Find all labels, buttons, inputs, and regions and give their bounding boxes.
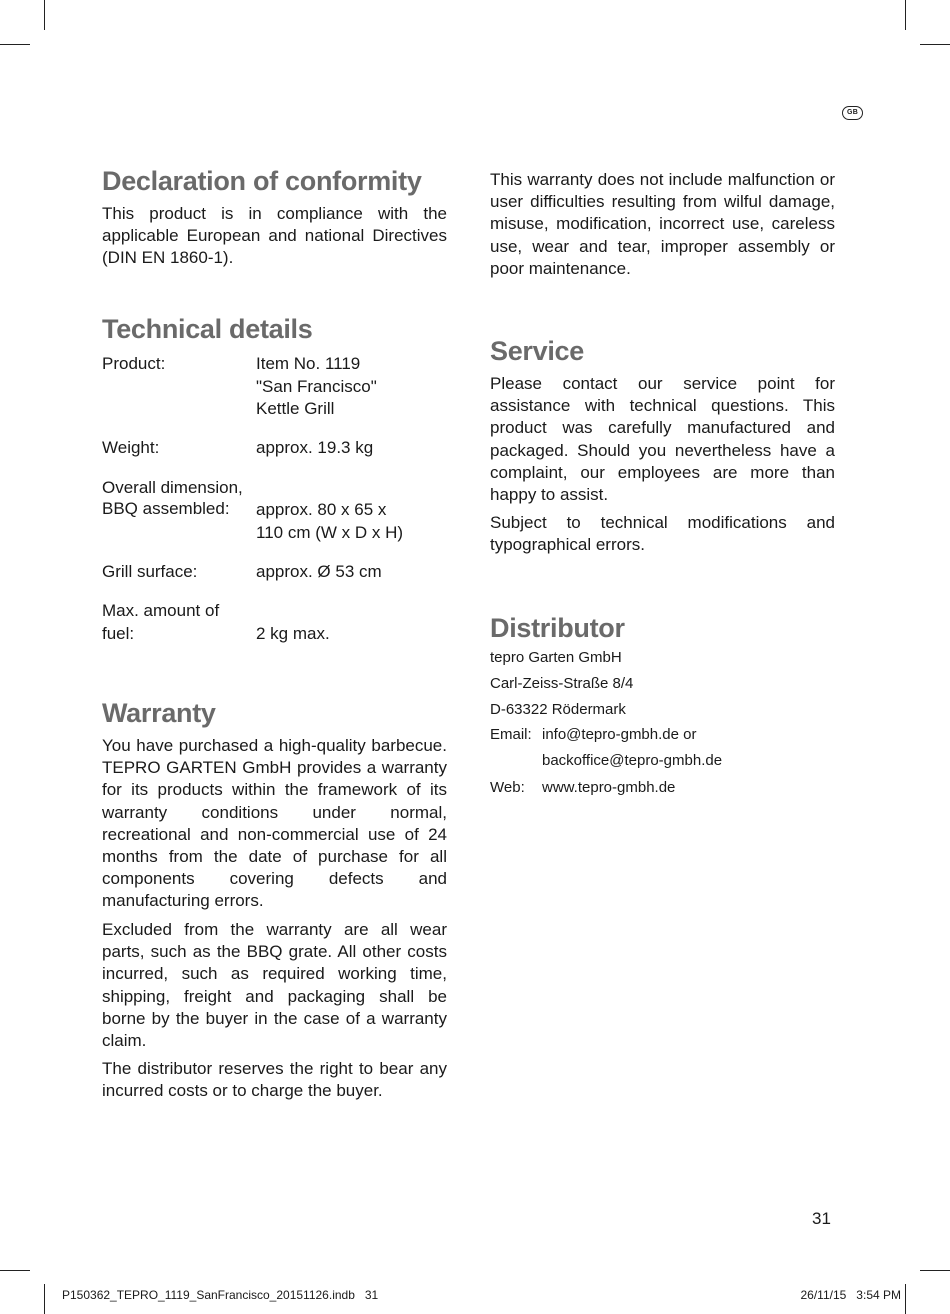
email-label: Email: [490, 726, 532, 743]
warranty-title: Warranty [102, 698, 216, 728]
distributor-city: D-63322 Rödermark [490, 701, 626, 718]
tech-label-line: fuel: [102, 623, 135, 643]
distributor-web-row [490, 778, 675, 798]
declaration-text: This product is in compliance with the applicable European and national Directives (DIN EN 1860-1). [102, 204, 447, 268]
email-link-primary[interactable]: info@tepro-gmbh.de or [542, 726, 697, 743]
declaration-title: Declaration of conformity [102, 166, 422, 196]
technical-title: Technical details [102, 314, 313, 344]
tech-value-line: approx. 80 x 65 x [256, 500, 387, 519]
tech-label: Weight: [102, 438, 160, 457]
warranty-paragraph-3: The distributor reserves the right to bear any incurred costs or to charge the buyer. [102, 1059, 447, 1101]
page-number: 31 [812, 1209, 831, 1228]
distributor-street: Carl-Zeiss-Straße 8/4 [490, 675, 634, 692]
distributor-company: tepro Garten GmbH [490, 649, 622, 666]
email-link-backoffice[interactable]: backoffice@tepro-gmbh.de [542, 752, 723, 769]
crop-mark [0, 44, 30, 45]
warranty-exclusion: This warranty does not include malfunction or user difficulties resulting from wilful damage, misuse, modification, incorrect use, careless use, wear and tear, improper assembly or poor maintenance. [490, 170, 835, 278]
tech-value: approx. 19.3 kg [256, 438, 374, 457]
tech-value-line: 110 cm (W x D x H) [256, 522, 404, 542]
service-title: Service [490, 336, 584, 366]
tech-label: Grill surface: [102, 562, 198, 581]
warranty-paragraph-1: You have purchased a high-quality barbecue. TEPRO GARTEN GmbH provides a warranty for its products within the framework of its warranty conditions under normal, recreational and non-commercial use of 24 months from the date of purchase for all components covering defects and manufacturing errors. [102, 736, 447, 911]
crop-mark [920, 1270, 950, 1271]
distributor-email-row-2 [490, 751, 722, 771]
tech-value: approx. Ø 53 cm [256, 562, 382, 581]
tech-value [256, 499, 446, 544]
tech-label [102, 600, 252, 645]
tech-value [256, 353, 446, 421]
footer-timestamp: 26/11/15 3:54 PM [800, 1288, 901, 1302]
crop-mark [905, 1284, 906, 1314]
crop-mark [920, 44, 950, 45]
crop-mark [44, 0, 45, 30]
tech-label: Product: [102, 354, 166, 373]
tech-value-line: "San Francisco" [256, 376, 377, 396]
tech-value-line: Kettle Grill [256, 399, 335, 418]
footer-file-slug: P150362_TEPRO_1119_SanFrancisco_20151126.indb 31 [62, 1288, 379, 1302]
distributor-email-row [490, 725, 696, 745]
crop-mark [44, 1284, 45, 1314]
tech-label [102, 477, 262, 519]
distributor-title: Distributor [490, 613, 625, 643]
crop-mark [0, 1270, 30, 1271]
service-paragraph-1: Please contact our service point for assistance with technical questions. This product was carefully manufactured and packaged. Should you nevertheless have a complaint, our employees are more than happy to assist. [490, 374, 835, 505]
tech-label-line: Overall dimension, [102, 478, 243, 497]
crop-mark [905, 0, 906, 30]
service-paragraph-2: Subject to technical modifications and typographical errors. [490, 513, 835, 555]
web-link[interactable]: www.tepro-gmbh.de [542, 779, 676, 796]
tech-label-line: BBQ assembled: [102, 499, 230, 518]
web-label: Web: [490, 779, 525, 796]
tech-value: 2 kg max. [256, 623, 330, 643]
warranty-paragraph-2: Excluded from the warranty are all wear parts, such as the BBQ grate. All other costs incurred, such as required working time, shipping, freight and packaging shall be borne by the buyer in the case of a warranty claim. [102, 920, 447, 1051]
tech-value-line: Item No. 1119 [256, 354, 361, 373]
tech-label-line: Max. amount of [102, 601, 220, 620]
language-badge: GB [842, 106, 863, 120]
